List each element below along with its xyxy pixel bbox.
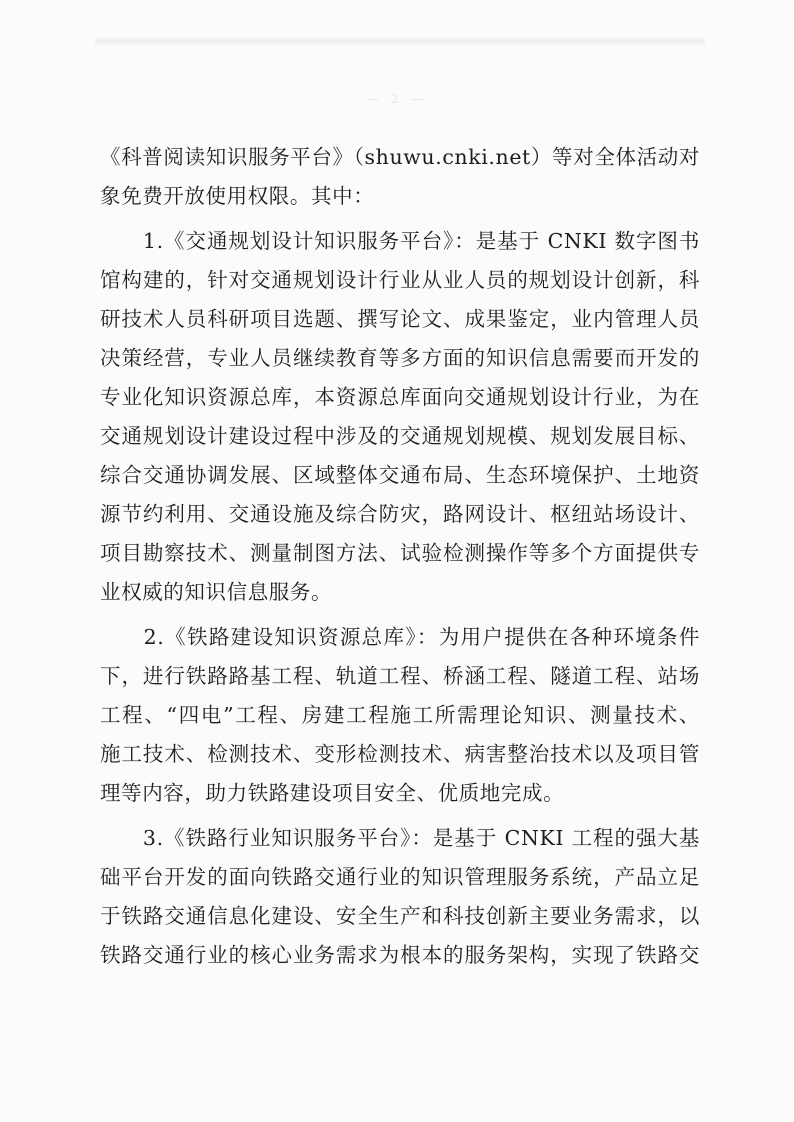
- text-line: 理等内容，助力铁路建设项目安全、优质地完成。: [100, 781, 565, 805]
- paragraph-item-3: [100, 819, 700, 975]
- text-line: 综合交通协调发展、区域整体交通布局、生态环境保护、土地资: [100, 463, 700, 487]
- text-line: 决策经营，专业人员继续教育等多方面的知识信息需要而开发的: [100, 346, 700, 370]
- text-line: 2.《铁路建设知识资源总库》：为用户提供在各种环境条件: [100, 625, 700, 649]
- text-line: 研技术人员科研项目选题、撰写论文、成果鉴定，业内管理人员: [100, 307, 700, 331]
- text-line: 馆构建的，针对交通规划设计行业从业人员的规划设计创新，科: [100, 268, 700, 292]
- text-line: 象免费开放使用权限。其中：: [100, 184, 375, 208]
- text-line: 交通规划设计建设过程中涉及的交通规划规模、规划发展目标、: [100, 424, 700, 448]
- text-line: 项目勘察技术、测量制图方法、试验检测操作等多个方面提供专: [100, 541, 700, 565]
- text-line: 业权威的知识信息服务。: [100, 580, 333, 604]
- text-line: 专业化知识资源总库，本资源总库面向交通规划设计行业，为在: [100, 385, 700, 409]
- text-line: 于铁路交通信息化建设、安全生产和科技创新主要业务需求，以: [100, 904, 700, 928]
- text-line: 源节约利用、交通设施及综合防灾，路网设计、枢纽站场设计、: [100, 502, 700, 526]
- text-line: 施工技术、检测技术、变形检测技术、病害整治技术以及项目管: [100, 742, 700, 766]
- text-line: 下，进行铁路路基工程、轨道工程、桥涵工程、隧道工程、站场: [100, 664, 700, 688]
- text-line: 1.《交通规划设计知识服务平台》：是基于 CNKI 数字图书: [100, 229, 700, 253]
- text-line: 《科普阅读知识服务平台》（shuwu.cnki.net）等对全体活动对: [100, 145, 700, 169]
- scan-artifact-band: [95, 36, 705, 46]
- text-line: 铁路交通行业的核心业务需求为根本的服务架构，实现了铁路交: [100, 943, 700, 967]
- page-number: — 2 —: [365, 92, 429, 107]
- paragraph-item-1: [100, 222, 700, 612]
- text-line: 3.《铁路行业知识服务平台》：是基于 CNKI 工程的强大基: [100, 826, 700, 850]
- paragraph-intro: [100, 138, 700, 216]
- text-line: 工程、“四电”工程、房建工程施工所需理论知识、测量技术、: [100, 703, 700, 727]
- document-body: [100, 138, 700, 975]
- text-line: 础平台开发的面向铁路交通行业的知识管理服务系统，产品立足: [100, 865, 700, 889]
- paragraph-item-2: [100, 618, 700, 813]
